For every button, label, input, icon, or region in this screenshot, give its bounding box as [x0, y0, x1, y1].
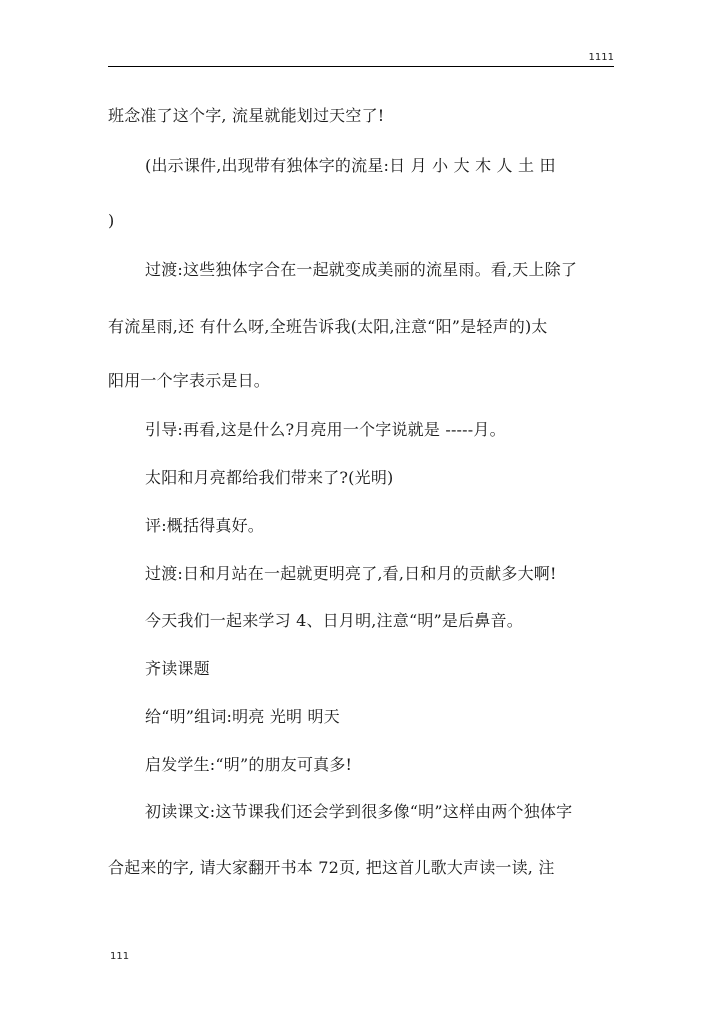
text-line-4: 过渡:这些独体字合在一起就变成美丽的流星雨。看,天上除了	[145, 260, 578, 279]
text-line-8: 太阳和月亮都给我们带来了?(光明)	[145, 468, 394, 487]
text-line-12: 齐读课题	[145, 659, 210, 678]
text-line-13: 给“明”组词:明亮 光明 明天	[145, 707, 340, 726]
text-line-9: 评:概括得真好。	[145, 516, 264, 535]
header-divider	[108, 66, 614, 67]
text-line-3: )	[108, 211, 115, 230]
text-line-2: (出示课件,出现带有独体字的流星:日 月 小 大 木 人 土 田	[145, 156, 556, 175]
text-line-5: 有流星雨,还 有什么呀,全班告诉我(太阳,注意“阳”是轻声的)太	[108, 317, 548, 336]
text-line-10: 过渡:日和月站在一起就更明亮了,看,日和月的贡献多大啊!	[145, 564, 557, 583]
text-line-11: 今天我们一起来学习 4、日月明,注意“明”是后鼻音。	[145, 611, 523, 630]
footer-page-number: 111	[110, 951, 130, 962]
header-page-number: 1111	[588, 52, 614, 63]
text-line-16: 合起来的字, 请大家翻开书本 72页, 把这首儿歌大声读一读, 注	[108, 858, 555, 877]
text-line-15: 初读课文:这节课我们还会学到很多像“明”这样由两个独体字	[145, 802, 573, 821]
text-line-7: 引导:再看,这是什么?月亮用一个字说就是 -----月。	[145, 420, 506, 439]
text-line-14: 启发学生:“明”的朋友可真多!	[145, 755, 353, 774]
text-line-1: 班念准了这个字, 流星就能划过天空了!	[108, 106, 385, 125]
text-line-6: 阳用一个字表示是日。	[108, 371, 271, 390]
